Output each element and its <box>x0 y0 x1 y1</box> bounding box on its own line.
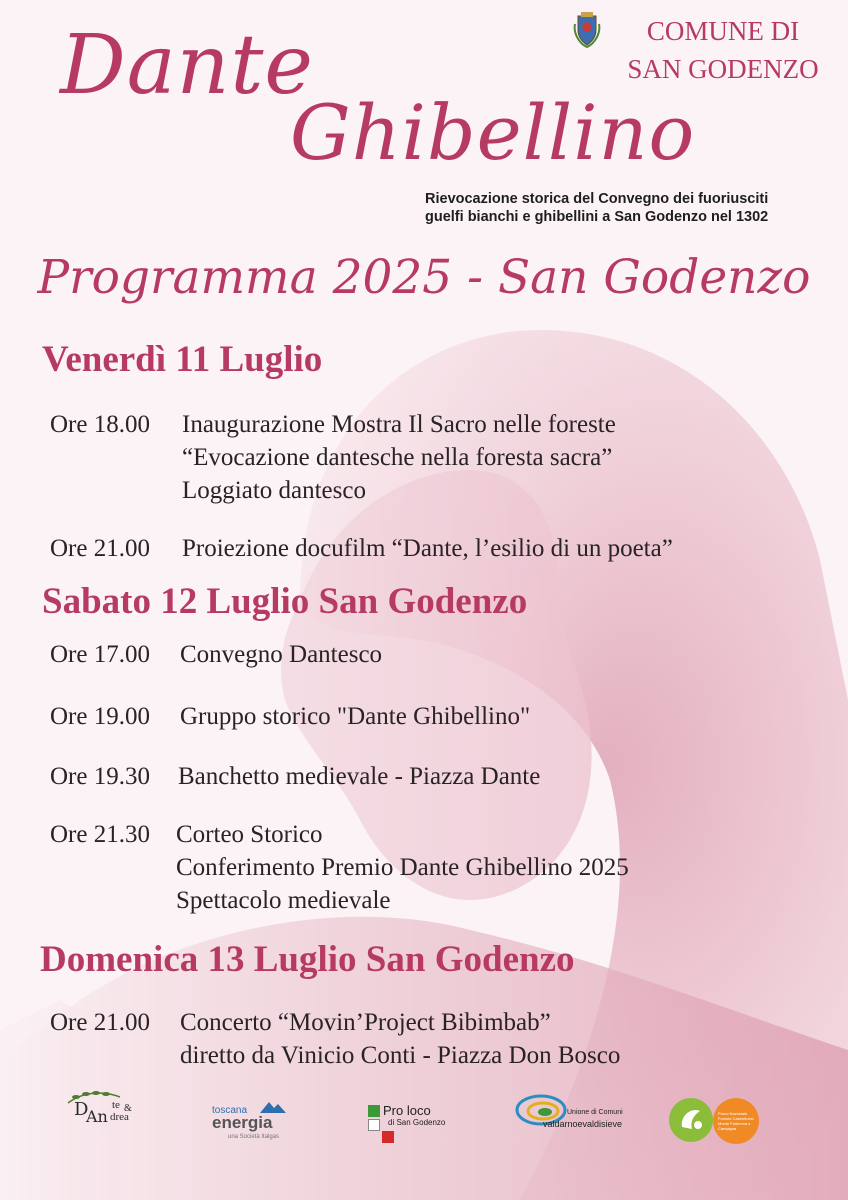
day-heading-saturday: Sabato 12 Luglio San Godenzo <box>42 581 528 622</box>
logo-unione-comuni <box>515 1093 645 1137</box>
municipality-line1: COMUNE DI <box>646 16 800 46</box>
logo-text: & <box>124 1103 132 1114</box>
event-line: Corteo Storico <box>176 821 323 848</box>
event-row <box>50 638 150 671</box>
event-line: Concerto “Movin’Project Bibimbab” <box>180 1009 551 1036</box>
event-time: Ore 21.00 <box>50 535 150 562</box>
event-description <box>178 760 540 793</box>
event-row <box>50 760 150 793</box>
event-row <box>50 700 150 733</box>
logo-text: Pro loco <box>383 1103 431 1118</box>
logo-text: drea <box>110 1111 129 1123</box>
logo-text: Unione di Comuni <box>567 1109 623 1116</box>
event-line: Banchetto medievale - Piazza Dante <box>178 763 541 790</box>
event-time: Ore 19.00 <box>50 703 150 730</box>
event-line: Loggiato dantesco <box>182 477 366 504</box>
title-dante: Dante <box>60 18 314 113</box>
event-row <box>50 532 150 565</box>
municipality-name <box>608 12 838 88</box>
subtitle-line1: Rievocazione storica del Convegno dei fuoriusciti <box>425 191 769 207</box>
event-row <box>50 818 150 851</box>
event-description <box>176 818 629 917</box>
event-line: Conferimento Premio Dante Ghibellino 2025 <box>176 854 629 881</box>
logo-toscana-energia <box>210 1099 310 1143</box>
logo-text: Parco Nazionale Foreste Casentinesi Monte Falterona e Campigna <box>718 1111 754 1131</box>
logo-text: energia <box>212 1113 273 1132</box>
event-line: Spettacolo medievale <box>176 887 391 914</box>
sponsor-logos <box>0 1085 848 1155</box>
red-square-icon <box>382 1131 394 1143</box>
event-time: Ore 21.30 <box>50 821 150 848</box>
logo-text: di San Godenzo <box>388 1118 446 1127</box>
event-time: Ore 18.00 <box>50 411 150 438</box>
event-line: “Evocazione dantesche nella foresta sacra” <box>182 444 613 471</box>
subtitle-line2: guelfi bianchi e ghibellini a San Godenzo nel 1302 <box>425 209 769 225</box>
event-time: Ore 21.00 <box>50 1009 150 1036</box>
event-description <box>180 700 530 733</box>
white-square-icon <box>368 1119 380 1131</box>
event-line: Convegno Dantesco <box>180 641 383 668</box>
mountain-icon <box>260 1099 286 1113</box>
municipality-line2: SAN GODENZO <box>627 54 819 84</box>
green-square-icon <box>368 1105 380 1117</box>
event-row <box>50 408 150 441</box>
event-subtitle <box>425 190 825 226</box>
day-heading-friday: Venerdì 11 Luglio <box>42 339 323 380</box>
event-line: Gruppo storico "Dante Ghibellino" <box>180 703 531 730</box>
event-line: Inaugurazione Mostra Il Sacro nelle foreste <box>182 411 616 438</box>
title-ghibellino: Ghibellino <box>290 88 696 177</box>
logo-text: valdarnoevaldisieve <box>543 1119 623 1129</box>
municipal-crest-icon <box>572 10 602 48</box>
logo-text: toscana <box>212 1105 248 1116</box>
logo-text: D <box>74 1099 89 1120</box>
logo-pro-loco <box>368 1105 468 1149</box>
event-time: Ore 19.30 <box>50 763 150 790</box>
logo-text: una Società Italgas <box>228 1134 280 1140</box>
event-line: Proiezione docufilm “Dante, l’esilio di un poeta” <box>182 535 673 562</box>
event-description <box>180 638 382 671</box>
event-time: Ore 17.00 <box>50 641 150 668</box>
logo-text: te <box>112 1099 120 1111</box>
program-title: Programma 2025 - San Godenzo <box>37 250 811 305</box>
event-description <box>182 532 673 565</box>
park-leaf-icon <box>668 1097 714 1143</box>
day-heading-sunday: Domenica 13 Luglio San Godenzo <box>40 939 575 980</box>
event-row <box>50 1006 150 1039</box>
event-description <box>180 1006 620 1072</box>
event-line: diretto da Vinicio Conti - Piazza Don Bosco <box>180 1042 621 1069</box>
event-description <box>182 408 616 507</box>
logo-dante-andrea <box>66 1089 156 1137</box>
logo-parco <box>668 1097 768 1147</box>
logo-text: An <box>86 1107 108 1126</box>
